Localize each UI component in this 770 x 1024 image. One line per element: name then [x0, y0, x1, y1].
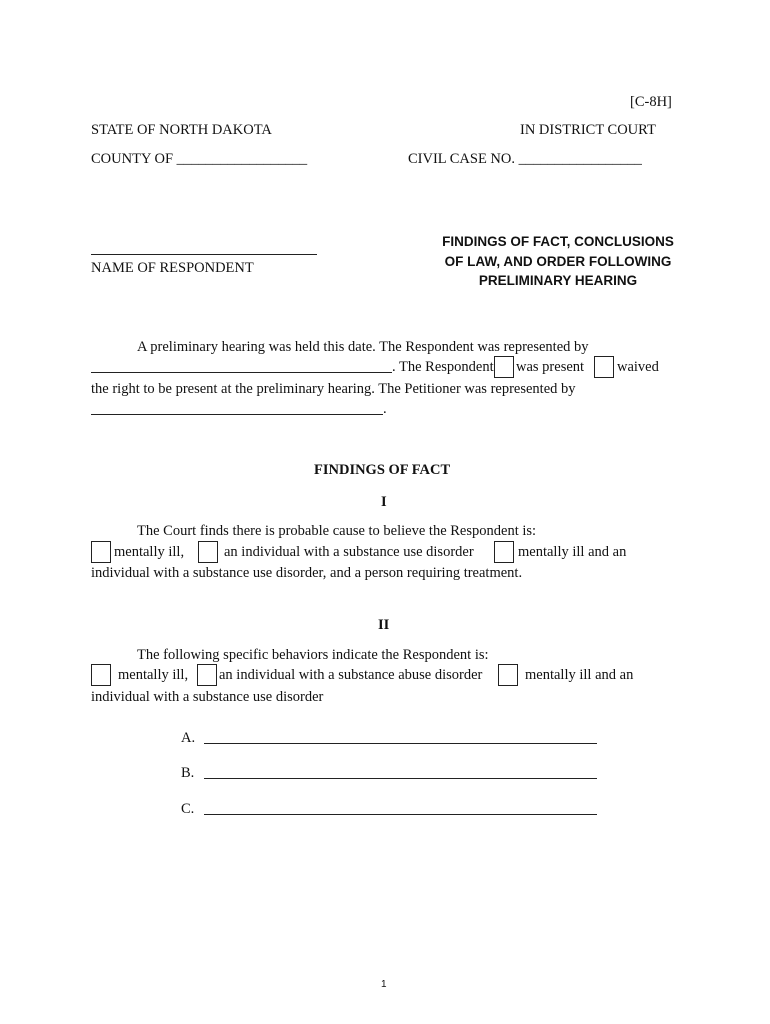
court-label: IN DISTRICT COURT: [520, 122, 656, 138]
section-1-numeral: I: [381, 494, 387, 510]
section-2-numeral: II: [378, 617, 390, 633]
page-number: 1: [381, 979, 387, 990]
s1-continuation: individual with a substance use disorder, and a person requiring treatment.: [91, 565, 523, 581]
s2-both-label: mentally ill and an: [525, 667, 634, 683]
behavior-b-label: B.: [181, 765, 195, 781]
title-line-2: OF LAW, AND ORDER FOLLOWING: [444, 253, 672, 269]
present-checkbox[interactable]: [494, 356, 514, 378]
findings-heading: FINDINGS OF FACT: [314, 462, 451, 478]
s2-mentally-ill-label: mentally ill,: [118, 667, 189, 683]
intro-line-3: the right to be present at the preliminary hearing. The Petitioner was represented by: [91, 381, 576, 397]
s1-mentally-ill-checkbox[interactable]: [91, 541, 111, 563]
behavior-a-label: A.: [181, 730, 196, 746]
s1-both-label: mentally ill and an: [518, 544, 627, 560]
waived-label: waived: [617, 359, 659, 375]
title-line-3: PRELIMINARY HEARING: [478, 273, 638, 288]
s2-substance-checkbox[interactable]: [197, 664, 217, 686]
form-code: [C-8H]: [630, 94, 672, 110]
document-title: [418, 232, 698, 291]
respondent-name-field[interactable]: [91, 254, 317, 255]
s2-both-checkbox[interactable]: [498, 664, 518, 686]
section-1-lead: The Court finds there is probable cause to believe the Respondent is:: [137, 523, 537, 539]
intro-line-2: . The Respondent: [392, 359, 494, 375]
respondent-counsel-field[interactable]: [91, 372, 392, 373]
behavior-c-field[interactable]: [204, 814, 597, 815]
behavior-b-field[interactable]: [204, 778, 597, 779]
s2-substance-label: an individual with a substance abuse disorder: [219, 667, 483, 683]
state-label: STATE OF NORTH DAKOTA: [91, 122, 272, 138]
s2-continuation: individual with a substance use disorder: [91, 689, 324, 705]
s1-both-checkbox[interactable]: [494, 541, 514, 563]
behavior-c-label: C.: [181, 801, 195, 817]
case-number-field[interactable]: CIVIL CASE NO. _________________: [408, 151, 642, 167]
s1-mentally-ill-label: mentally ill,: [114, 544, 185, 560]
respondent-label: NAME OF RESPONDENT: [91, 260, 254, 276]
county-field[interactable]: COUNTY OF __________________: [91, 151, 308, 167]
petitioner-counsel-field[interactable]: [91, 414, 383, 415]
section-2-lead: The following specific behaviors indicate the Respondent is:: [137, 647, 489, 663]
s1-substance-label: an individual with a substance use disorder: [224, 544, 474, 560]
s1-substance-checkbox[interactable]: [198, 541, 218, 563]
intro-period: .: [383, 401, 387, 417]
intro-line-1: A preliminary hearing was held this date. The Respondent was represented by: [137, 339, 589, 355]
behavior-a-field[interactable]: [204, 743, 597, 744]
waived-checkbox[interactable]: [594, 356, 614, 378]
present-label: was present: [516, 359, 585, 375]
title-line-1: FINDINGS OF FACT, CONCLUSIONS: [442, 234, 674, 249]
s2-mentally-ill-checkbox[interactable]: [91, 664, 111, 686]
